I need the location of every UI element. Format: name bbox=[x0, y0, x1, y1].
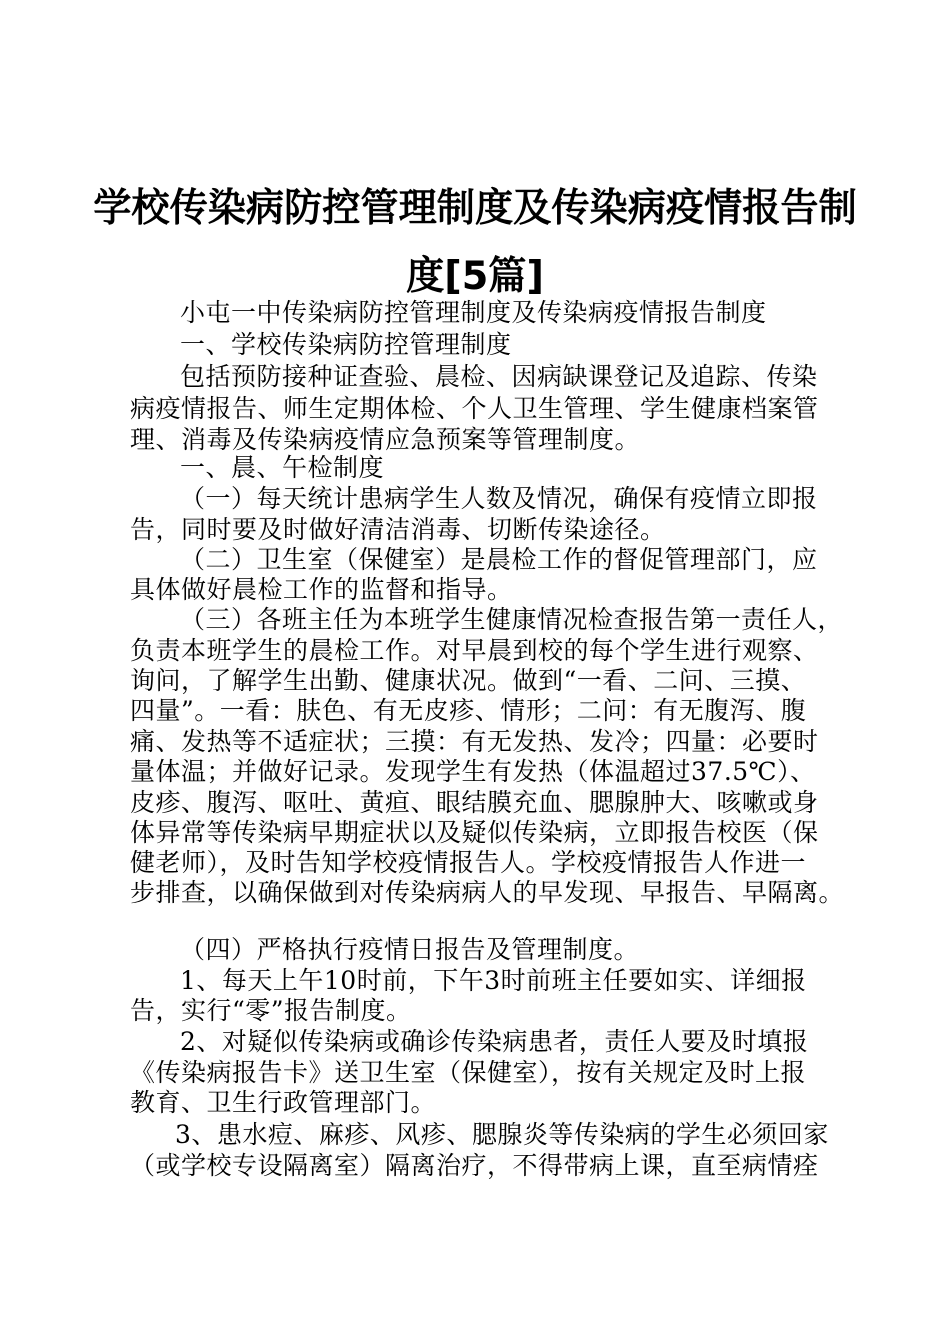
body-line: 1、每天上午10时前，下午3时前班主任要如实、详细报 bbox=[180, 966, 807, 995]
body-line: 体异常等传染病早期症状以及疑似传染病，立即报告校医（保 bbox=[130, 818, 819, 847]
body-line: 一、晨、午检制度 bbox=[180, 453, 385, 482]
body-line: 《传染病报告卡》送卫生室（保健室），按有关规定及时上报 bbox=[130, 1058, 807, 1087]
body-line: 量体温；并做好记录。发现学生有发热（体温超过37.5℃）、 bbox=[130, 757, 816, 786]
body-line: 告，实行“零”报告制度。 bbox=[130, 996, 412, 1025]
body-line: 包括预防接种证查验、晨检、因病缺课登记及追踪、传染 bbox=[180, 362, 818, 391]
body-line: 具体做好晨检工作的监督和指导。 bbox=[130, 575, 513, 604]
body-line: （二）卫生室（保健室）是晨检工作的督促管理部门，应 bbox=[180, 545, 818, 574]
body-line: （一）每天统计患病学生人数及情况，确保有疫情立即报 bbox=[180, 484, 818, 513]
body-line: 四量”。一看：肤色、有无皮疹、情形；二问：有无腹泻、腹 bbox=[130, 696, 807, 725]
body-line: 理、消毒及传染病疫情应急预案等管理制度。 bbox=[130, 425, 641, 454]
body-line: 步排查，以确保做到对传染病病人的早发现、早报告、早隔离。 bbox=[130, 878, 845, 907]
body-line: 一、学校传染病防控管理制度 bbox=[180, 330, 512, 359]
body-line: 病疫情报告、师生定期体检、个人卫生管理、学生健康档案管 bbox=[130, 394, 819, 423]
document-title-line-2: 度[5篇] bbox=[406, 254, 544, 299]
body-line: 2、对疑似传染病或确诊传染病患者，责任人要及时填报 bbox=[180, 1027, 809, 1056]
body-line: 小屯一中传染病防控管理制度及传染病疫情报告制度 bbox=[180, 298, 767, 327]
body-line: 教育、卫生行政管理部门。 bbox=[130, 1088, 437, 1117]
body-line: （或学校专设隔离室）隔离治疗，不得带病上课，直至病情痊 bbox=[130, 1151, 819, 1180]
body-line: （四）严格执行疫情日报告及管理制度。 bbox=[180, 935, 640, 964]
body-line: 3、患水痘、麻疹、风疹、腮腺炎等传染病的学生必须回家 bbox=[175, 1120, 829, 1149]
body-line: 负责本班学生的晨检工作。对早晨到校的每个学生进行观察、 bbox=[130, 636, 819, 665]
document-title-line-1: 学校传染病防控管理制度及传染病疫情报告制 bbox=[93, 186, 857, 231]
body-line: 痛、发热等不适症状；三摸：有无发热、发冷；四量：必要时 bbox=[130, 727, 819, 756]
body-line: （三）各班主任为本班学生健康情况检查报告第一责任人， bbox=[180, 605, 844, 634]
body-line: 询问，了解学生出勤、健康状况。做到“一看、二问、三摸、 bbox=[130, 666, 807, 695]
body-line: 皮疹、腹泻、呕吐、黄疸、眼结膜充血、腮腺肿大、咳嗽或身 bbox=[130, 788, 819, 817]
body-line: 健老师），及时告知学校疫情报告人。学校疫情报告人作进一 bbox=[130, 848, 807, 877]
body-line: 告，同时要及时做好清洁消毒、切断传染途径。 bbox=[130, 515, 666, 544]
